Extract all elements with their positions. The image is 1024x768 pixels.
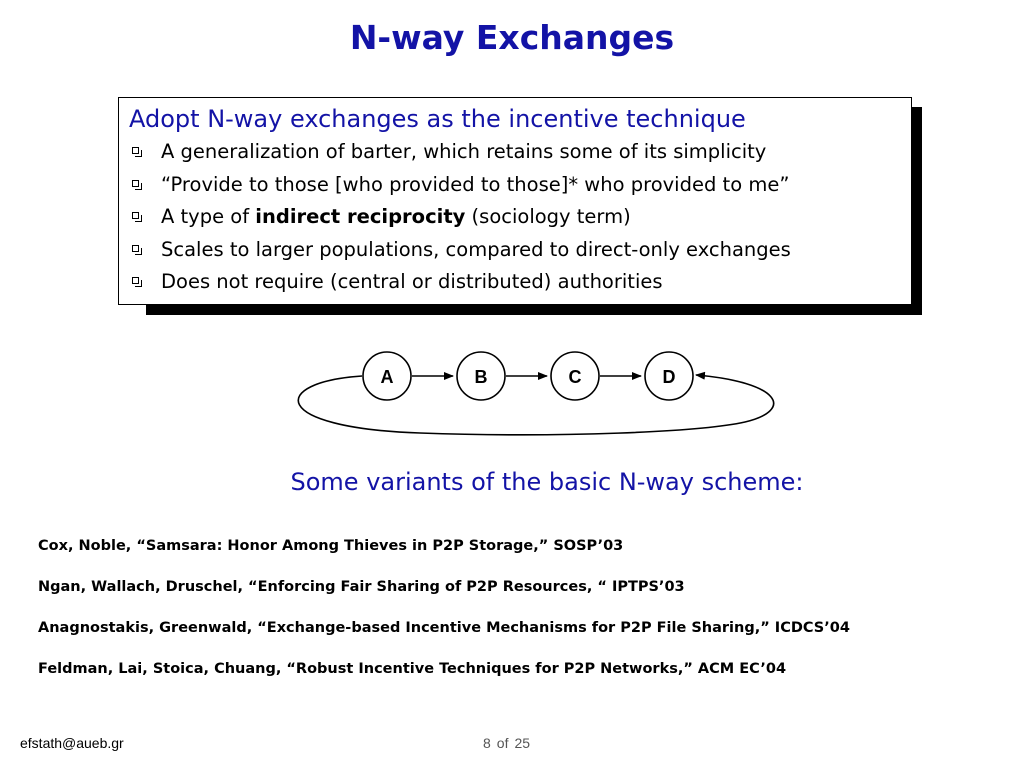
checkbox-bullet-icon	[132, 277, 139, 284]
reference-item: Feldman, Lai, Stoica, Chuang, “Robust Incentive Techniques for P2P Networks,” ACM EC’04	[38, 661, 787, 677]
bullet-list	[129, 136, 911, 299]
bullet-text: Does not require (central or distributed) authorities	[161, 270, 663, 293]
bullet-item	[129, 169, 911, 202]
box-heading: Adopt N-way exchanges as the incentive technique	[129, 105, 746, 133]
reference-item: Ngan, Wallach, Druschel, “Enforcing Fair Sharing of P2P Resources, “ IPTPS’03	[38, 579, 685, 595]
reference-list	[38, 536, 850, 700]
bullet-text-bold: indirect reciprocity	[255, 205, 466, 228]
node-a-label: A	[380, 367, 394, 387]
bullet-text-post: (sociology term)	[465, 205, 631, 228]
page-of: of	[496, 735, 509, 751]
exchange-ring-diagram	[0, 330, 1024, 450]
bullet-item	[129, 234, 911, 267]
bullet-text: “Provide to those [who provided to those]* who provided to me”	[161, 172, 790, 196]
bullet-text-pre: A type of	[161, 205, 256, 228]
node-c-label: C	[568, 367, 582, 387]
bullet-item	[129, 201, 911, 234]
reference-item: Cox, Noble, “Samsara: Honor Among Thieves in P2P Storage,” SOSP’03	[38, 538, 624, 554]
node-c	[551, 352, 599, 400]
node-b	[457, 352, 505, 400]
bullet-text: Scales to larger populations, compared to direct-only exchanges	[161, 237, 791, 261]
checkbox-bullet-icon	[132, 212, 139, 219]
variants-heading: Some variants of the basic N-way scheme:	[290, 468, 804, 496]
node-a	[363, 352, 411, 400]
page-current: 8	[483, 735, 491, 751]
reference-item: Anagnostakis, Greenwald, “Exchange-based Incentive Mechanisms for P2P File Sharing,” ICDCS’04	[38, 620, 850, 636]
page-number	[483, 735, 536, 751]
node-d	[645, 352, 693, 400]
incentive-box	[118, 97, 912, 305]
bullet-item	[129, 266, 911, 299]
checkbox-bullet-icon	[132, 147, 139, 154]
checkbox-bullet-icon	[132, 180, 139, 187]
page-total: 25	[514, 735, 531, 751]
footer-email: efstath@aueb.gr	[20, 735, 124, 751]
bullet-text: A generalization of barter, which retains some of its simplicity	[161, 140, 767, 163]
checkbox-bullet-icon	[132, 245, 139, 252]
bullet-item	[129, 136, 911, 169]
node-b-label: B	[474, 367, 488, 387]
node-d-label: D	[662, 367, 676, 387]
slide-title: N-way Exchanges	[349, 18, 675, 57]
